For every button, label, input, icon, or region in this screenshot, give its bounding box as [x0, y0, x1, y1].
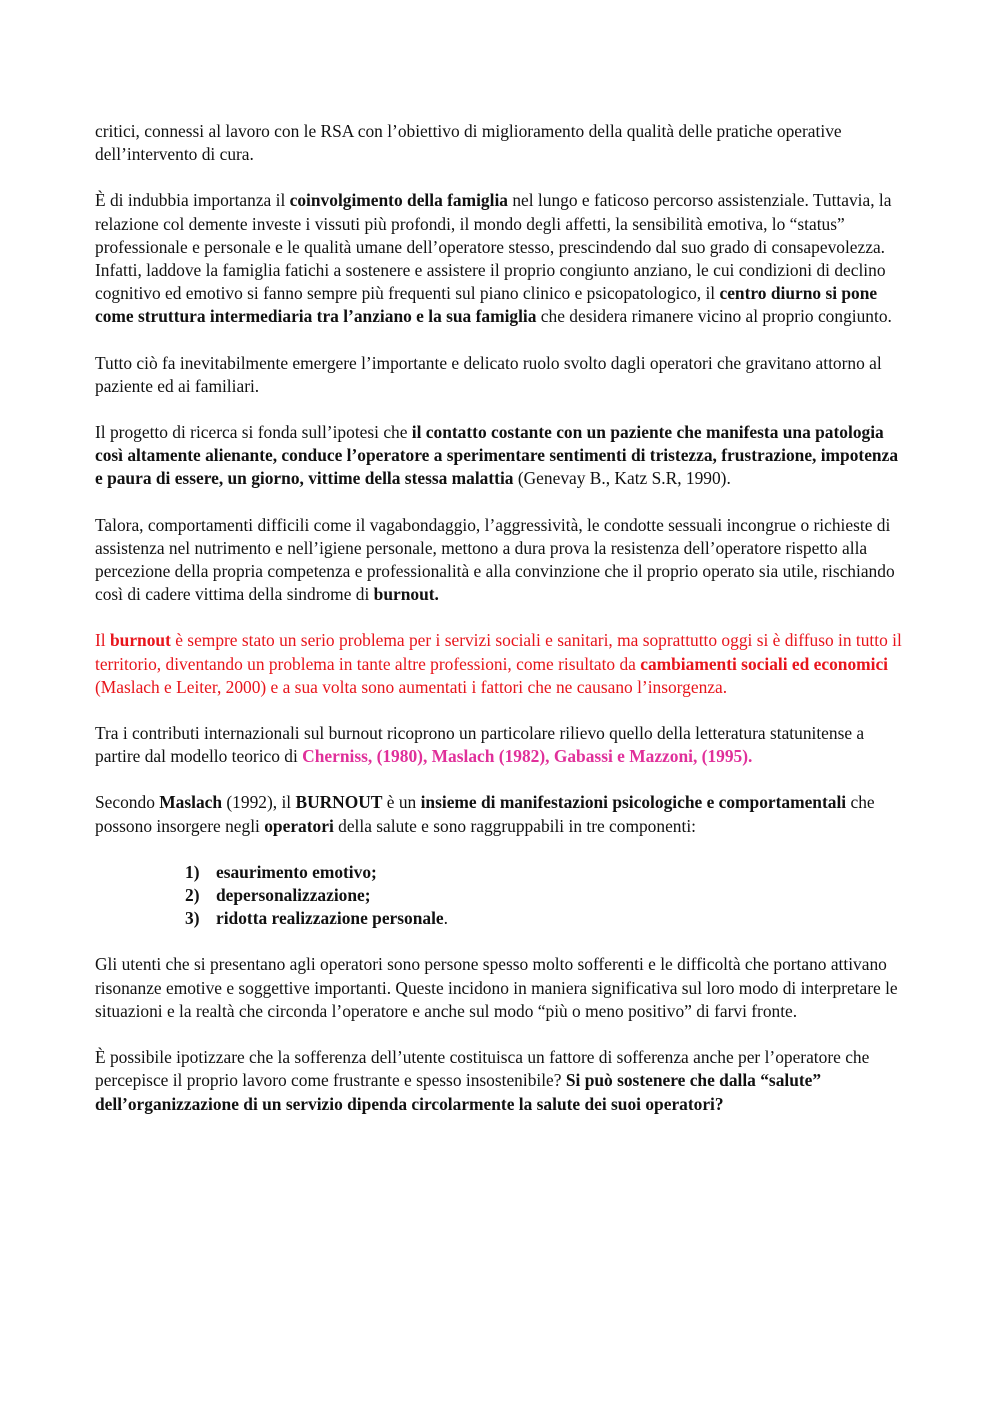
- bold-phrase: burnout.: [373, 584, 439, 605]
- paragraph-text: Tutto ciò fa inevitabilmente emergere l’importante e delicato ruolo svolto dagli operatori che gravitano attorno al paziente ed ai familiari.: [95, 352, 882, 396]
- paragraph-closing-question: [95, 1046, 910, 1116]
- bold-phrase: insieme di manifestazioni psicologiche e comportamentali: [420, 792, 847, 813]
- list-item: [185, 884, 910, 907]
- paragraph-text: è sempre stato un serio problema per i servizi sociali e sanitari, ma soprattutto oggi si è diffuso in tutto il territorio, diventando un problema in tante altre professioni, come risultato da: [95, 630, 902, 674]
- bold-phrase: coinvolgimento della famiglia: [289, 190, 508, 211]
- bold-phrase: il contatto costante con un paziente che manifesta una patologia così altamente alienante, conduce l’operatore a sperimentare sentimenti di tristezza, frustrazione, impotenza e paura di essere, un giorno, vittime della stessa malattia: [95, 422, 899, 489]
- citation-highlight: Cherniss, (1980), Maslach (1982), Gabassi e Mazzoni, (1995).: [302, 746, 753, 767]
- paragraph-family-involvement: [95, 189, 910, 328]
- paragraph-maslach-definition: [95, 791, 910, 837]
- bold-phrase: Maslach: [159, 792, 223, 813]
- paragraph-text: Secondo: [95, 792, 160, 813]
- paragraph-text: Gli utenti che si presentano agli operatori sono persone spesso molto sofferenti e le difficoltà che portano attivano risonanze emotive e soggettive importanti. Queste incidono in maniera significativa sul loro modo di interpretare le situazioni e la realtà che circonda l’operatore e anche sul modo “più o meno positivo” di farvi fronte.: [95, 954, 898, 1021]
- paragraph-text: (1992), il: [222, 792, 296, 813]
- list-number: 3): [185, 908, 200, 929]
- bold-phrase: cambiamenti sociali ed economici: [640, 653, 889, 674]
- list-number: 2): [185, 885, 200, 906]
- paragraph-text: Tra i contributi internazionali sul burnout ricoprono un particolare rilievo quello della letteratura statunitense a partire dal modello teorico di: [95, 723, 865, 767]
- document-page: [95, 120, 910, 1139]
- list-item-text: ridotta realizzazione personale: [216, 908, 444, 929]
- paragraph-operators-role: [95, 352, 910, 398]
- paragraph-text: nel lungo e faticoso percorso assistenziale. Tuttavia, la relazione col demente investe i vissuti più profondi, il mondo degli affetti, la sensibilità emotiva, lo “status” professionale e personale e le qualità umane dell’operatore stesso, prescindendo dal suo grado di consapevolezza. Infatti, laddove la famiglia fatichi a sostenere e assistere il proprio congiunto anziano, le cui condizioni di declino cognitivo ed emotivo si fanno sempre più frequenti sul piano clinico e psicopatologico, il: [95, 190, 892, 304]
- paragraph-text: che desidera rimanere vicino al proprio congiunto.: [536, 306, 892, 327]
- paragraph-rsa-intro: [95, 120, 910, 166]
- list-item-tail: .: [443, 908, 448, 929]
- paragraph-text: Il progetto di ricerca si fonda sull’ipotesi che: [95, 422, 412, 443]
- list-item-text: esaurimento emotivo;: [216, 861, 377, 882]
- paragraph-text: Talora, comportamenti difficili come il vagabondaggio, l’aggressività, le condotte sessuali incongrue o richieste di assistenza nel nutrimento e nell’igiene personale, mettono a dura prova la resistenza dell’operatore rispetto alla percezione della propria competenza e professionalità e alla convinzione che il proprio operato sia utile, rischiando così di cadere vittima della sindrome di: [95, 514, 895, 605]
- paragraph-difficult-behaviours: [95, 514, 910, 607]
- list-item: [185, 861, 910, 884]
- bold-phrase: Si può sostenere che dalla “salute” dell’organizzazione di un servizio dipenda circolarmente la salute dei suoi operatori?: [95, 1070, 822, 1114]
- paragraph-international-contributions: [95, 722, 910, 768]
- paragraph-text: (Maslach e Leiter, 2000) e a sua volta sono aumentati i fattori che ne causano l’insorgenza.: [95, 676, 728, 697]
- list-item-text: depersonalizzazione;: [216, 885, 371, 906]
- list-item: [185, 907, 910, 930]
- paragraph-burnout-problem: [95, 629, 910, 699]
- paragraph-research-hypothesis: [95, 421, 910, 491]
- paragraph-text: è un: [382, 792, 421, 813]
- bold-phrase: operatori: [264, 815, 334, 836]
- bold-phrase: BURNOUT: [295, 792, 383, 813]
- bold-phrase: centro diurno si pone come struttura intermediaria tra l’anziano e la sua famiglia: [95, 283, 878, 327]
- burnout-components-list: [95, 861, 910, 931]
- paragraph-text: che possono insorgere negli: [95, 792, 875, 836]
- bold-phrase: burnout: [109, 630, 171, 651]
- paragraph-text: È possibile ipotizzare che la sofferenza dell’utente costituisca un fattore di sofferenza anche per l’operatore che percepisce il proprio lavoro come frustrante e spesso insostenibile?: [95, 1047, 870, 1091]
- list-number: 1): [185, 861, 200, 882]
- paragraph-text: critici, connessi al lavoro con le RSA con l’obiettivo di miglioramento della qualità delle pratiche operative dell’intervento di cura.: [95, 121, 842, 165]
- paragraph-text: Il: [95, 630, 110, 651]
- citation-text: (Genevay B., Katz S.R, 1990).: [513, 468, 731, 489]
- paragraph-text: della salute e sono raggruppabili in tre componenti:: [333, 815, 696, 836]
- paragraph-text: È di indubbia importanza il: [95, 190, 290, 211]
- paragraph-users-suffering: [95, 953, 910, 1023]
